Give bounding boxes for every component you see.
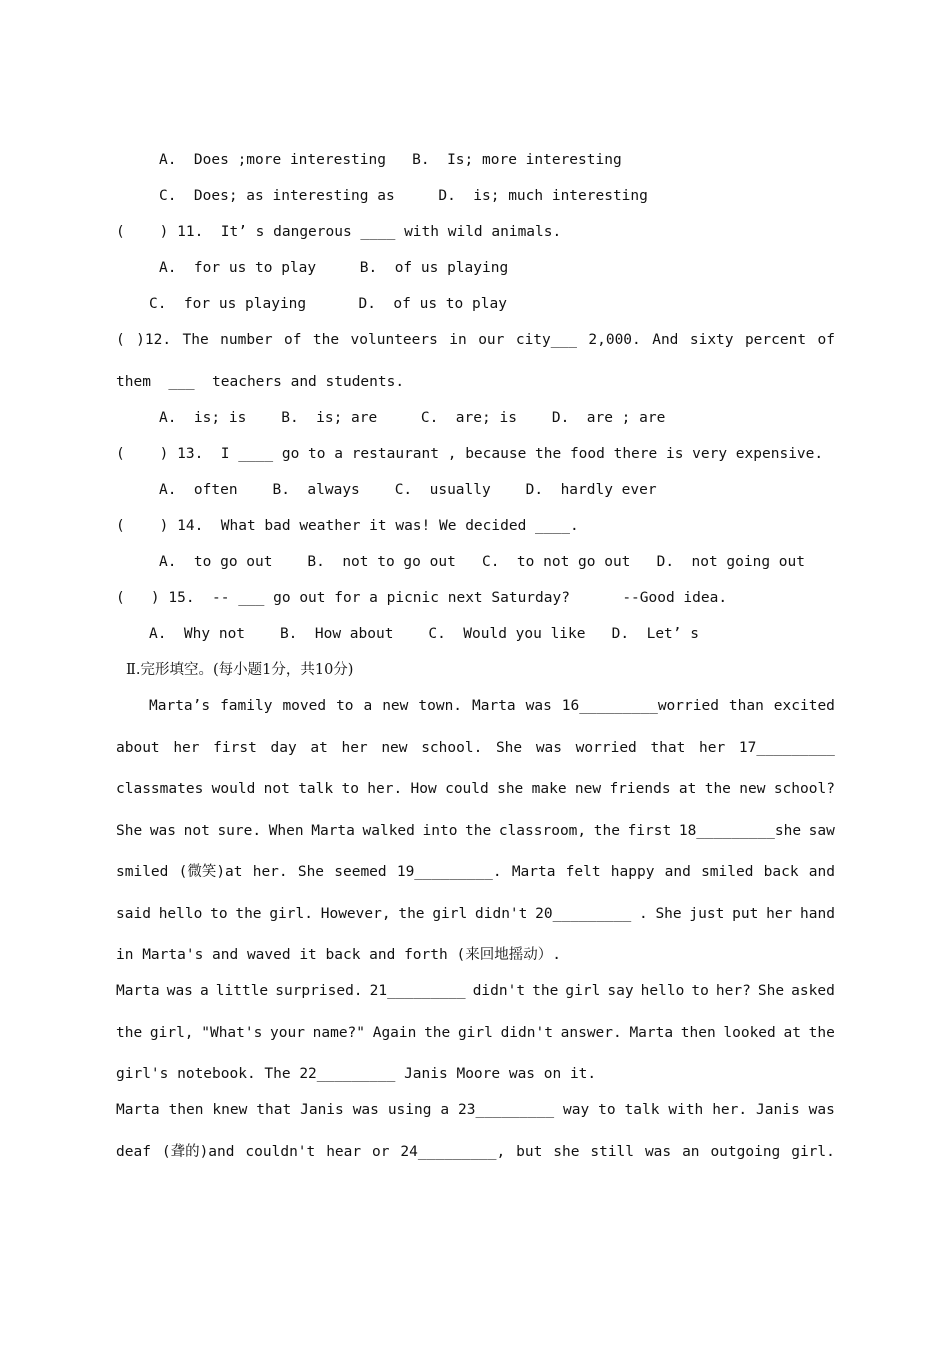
p2-line1 [116, 981, 835, 1001]
word: sixty [689, 332, 734, 348]
word: new [381, 740, 408, 756]
word: She [655, 906, 682, 922]
word: "What's [201, 1025, 263, 1041]
word: seemed [334, 864, 387, 880]
word: using [387, 1102, 432, 1118]
word: However, [320, 906, 391, 922]
q15-options: A. Why not B. How about C. Would you like D. Let’ s [149, 626, 699, 642]
word: How [410, 781, 437, 797]
word: the [465, 823, 492, 839]
q14-stem: ( ) 14. What bad weather it was! We decided ____. [116, 518, 579, 534]
p1-line7: in Marta's and waved it back and forth (来回地摇动）. [116, 947, 561, 963]
p1-line3 [116, 779, 835, 799]
word: hand [800, 906, 835, 922]
word: still [590, 1144, 635, 1160]
word: then [680, 1025, 716, 1041]
word: smiled [701, 864, 754, 880]
word: the [532, 983, 559, 999]
word: hello [640, 983, 685, 999]
word: moved [282, 698, 327, 714]
word: town. [418, 698, 463, 714]
word: our [478, 332, 505, 348]
word: her? [715, 983, 751, 999]
word: a [199, 983, 209, 999]
word: the [116, 1025, 143, 1041]
word: surprised. [275, 983, 363, 999]
q11-options-line1: A. for us to play B. of us playing [159, 260, 509, 276]
word: day [270, 740, 297, 756]
word: was [166, 983, 193, 999]
section2-heading: Ⅱ.完形填空。(每小题1分，共10分) [126, 662, 354, 678]
word: ( [116, 332, 125, 348]
q14-options: A. to go out B. not to go out C. to not go out D. not going out [159, 554, 806, 570]
word: She [757, 983, 785, 999]
word: percent [744, 332, 807, 348]
word: saw [808, 823, 835, 839]
word: 18_________she [678, 823, 802, 839]
word: your [270, 1025, 305, 1041]
word: her [341, 740, 368, 756]
word: to [691, 983, 709, 999]
word: She [297, 864, 325, 880]
word: answer. [560, 1025, 622, 1041]
word: number [220, 332, 273, 348]
word: her. [712, 1102, 748, 1118]
word: hello [158, 906, 203, 922]
word: to [598, 1102, 616, 1118]
word: Again [372, 1025, 417, 1041]
word: couldn't [245, 1144, 316, 1160]
p1-line5 [116, 862, 835, 882]
word: said [116, 906, 151, 922]
word: She [495, 740, 523, 756]
word: a [440, 1102, 450, 1118]
word: 2,000. [588, 332, 641, 348]
word: new [382, 698, 409, 714]
q11-options-line2: C. for us playing D. of us to play [149, 296, 507, 312]
word: knew [212, 1102, 248, 1118]
word: the [235, 906, 262, 922]
word: 19_________. [396, 864, 502, 880]
word: make [531, 781, 567, 797]
word: the [808, 1025, 835, 1041]
word: talk [298, 781, 334, 797]
p1-line4 [116, 821, 835, 841]
word: to [210, 906, 228, 922]
word: was [352, 1102, 379, 1118]
q11-stem: ( ) 11. It’ s dangerous ____ with wild animals. [116, 224, 562, 240]
word: her. [367, 781, 403, 797]
word: little [215, 983, 269, 999]
word: the [704, 781, 731, 797]
word: that [650, 740, 686, 756]
word: )12. [136, 332, 172, 348]
word: in [449, 332, 467, 348]
word: 16_________worried [561, 698, 719, 714]
word: she [497, 781, 524, 797]
word: new [739, 781, 766, 797]
word: the [312, 332, 340, 348]
word: Marta’s [149, 698, 211, 714]
word: classroom, [498, 823, 587, 839]
q12-stem-line1 [116, 330, 835, 350]
word: say [607, 983, 634, 999]
word: at [783, 1025, 801, 1041]
word: to [336, 698, 354, 714]
word: into [422, 823, 458, 839]
word: not [183, 823, 210, 839]
q10-options-line1: A. Does ;more interesting B. Is; more interesting [159, 152, 622, 168]
q12-stem-line2: them ___ teachers and students. [116, 374, 405, 390]
word: family [220, 698, 273, 714]
q13-stem: ( ) 13. I ____ go to a restaurant , because the food there is very expensive. [116, 446, 824, 462]
word: back [763, 864, 799, 880]
word: 23_________ [458, 1102, 555, 1118]
word: volunteers [350, 332, 438, 348]
p2-line3: girl's notebook. The 22_________ Janis Moore was on it. [116, 1066, 597, 1082]
word: 24_________, [400, 1144, 506, 1160]
p1-line1 [149, 696, 835, 716]
word: excited [773, 698, 835, 714]
word: but [516, 1144, 543, 1160]
word: than [728, 698, 764, 714]
word: worried [575, 740, 637, 756]
word: walked [362, 823, 415, 839]
word: was [525, 698, 552, 714]
word: happy [610, 864, 655, 880]
q10-options-line2: C. Does; as interesting as D. is; much interesting [159, 188, 648, 204]
word: then [168, 1102, 204, 1118]
word: her [699, 740, 726, 756]
word: outgoing [710, 1144, 781, 1160]
word: girl [457, 1025, 493, 1041]
word: Janis [756, 1102, 800, 1118]
word: of [284, 332, 302, 348]
word: sure. [217, 823, 262, 839]
word: classmates [116, 781, 204, 797]
word: was [535, 740, 563, 756]
word: hear [326, 1144, 362, 1160]
word: just [689, 906, 725, 922]
word: didn't [472, 983, 526, 999]
word: that [256, 1102, 292, 1118]
word: girl [565, 983, 601, 999]
word: would [211, 781, 256, 797]
word: the [593, 823, 620, 839]
word: girl. [269, 906, 313, 922]
word: And [652, 332, 679, 348]
word: didn't [500, 1025, 553, 1041]
word: could [445, 781, 489, 797]
word: deaf [116, 1144, 151, 1160]
word: at [678, 781, 697, 797]
word: and [664, 864, 691, 880]
word: asked [791, 983, 835, 999]
word: the [424, 1025, 451, 1041]
word: to [341, 781, 359, 797]
word: her [766, 906, 793, 922]
word: new [574, 781, 602, 797]
word: at [310, 740, 328, 756]
word: first [627, 823, 672, 839]
word: way [563, 1102, 590, 1118]
word: school. [421, 740, 483, 756]
word: was [149, 823, 177, 839]
p1-line6 [116, 904, 835, 924]
word: (微笑)at [178, 864, 243, 880]
word: Marta [116, 1102, 160, 1118]
p2-line2 [116, 1023, 835, 1043]
word: felt [565, 864, 601, 880]
word: Marta [472, 698, 516, 714]
word: The [182, 332, 209, 348]
word: Marta [116, 983, 160, 999]
word: or [372, 1144, 390, 1160]
q13-options: A. often B. always C. usually D. hardly ever [159, 482, 657, 498]
word: smiled [116, 864, 169, 880]
word: . [638, 906, 648, 922]
word: looked [723, 1025, 776, 1041]
p1-line2 [116, 738, 835, 758]
word: She [116, 823, 143, 839]
word: an [682, 1144, 700, 1160]
q12-options: A. is; is B. is; are C. are; is D. are ; are [159, 410, 666, 426]
word: her [173, 740, 200, 756]
word: girl. [791, 1144, 835, 1160]
word: put [732, 906, 759, 922]
word: talk [624, 1102, 660, 1118]
word: (聋的)and [161, 1144, 235, 1160]
word: friends [609, 781, 671, 797]
word: city___ [515, 332, 577, 348]
q15-stem: ( ) 15. -- ___ go out for a picnic next Saturday? --Good idea. [116, 590, 728, 606]
word: 17_________ [738, 740, 835, 756]
word: of [817, 332, 835, 348]
word: 20_________ [535, 906, 632, 922]
word: and [808, 864, 835, 880]
word: girl [432, 906, 468, 922]
word: was [808, 1102, 835, 1118]
word: Marta [311, 823, 355, 839]
word: she [553, 1144, 580, 1160]
word: was [644, 1144, 672, 1160]
word: When [268, 823, 304, 839]
word: her. [252, 864, 288, 880]
word: school? [773, 781, 835, 797]
word: not [263, 781, 290, 797]
word: name?" [312, 1025, 366, 1041]
word: Marta [511, 864, 556, 880]
word: Janis [300, 1102, 344, 1118]
word: girl, [149, 1025, 194, 1041]
p3-line2 [116, 1142, 835, 1162]
word: Marta [629, 1025, 674, 1041]
word: with [668, 1102, 704, 1118]
word: first [213, 740, 257, 756]
word: a [363, 698, 373, 714]
word: the [398, 906, 425, 922]
word: about [116, 740, 160, 756]
p3-line1 [116, 1100, 835, 1120]
word: 21_________ [369, 983, 466, 999]
word: didn't [475, 906, 528, 922]
